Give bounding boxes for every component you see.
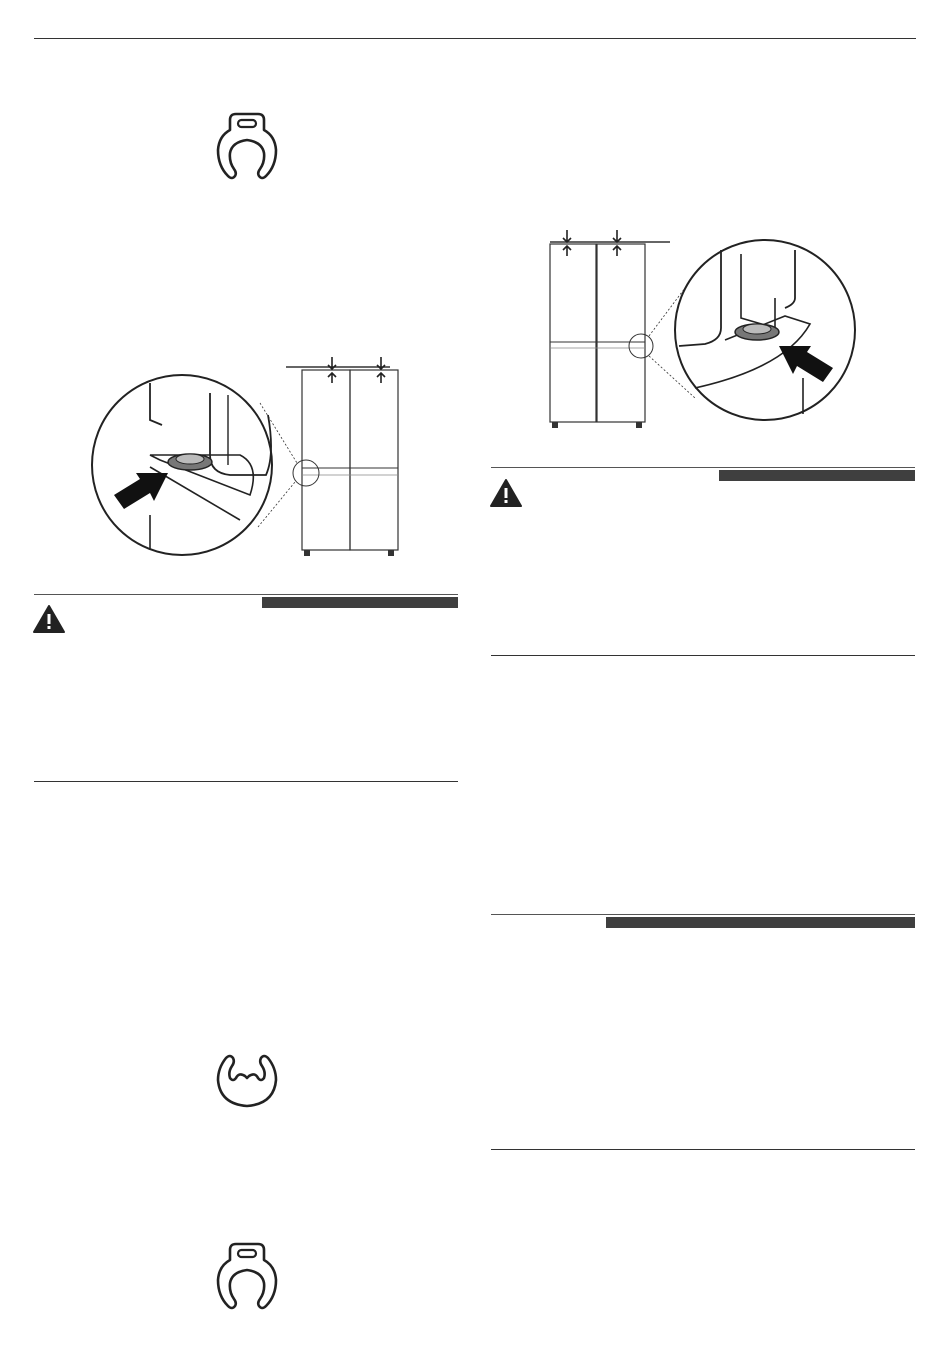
warning-triangle-icon	[489, 478, 523, 508]
warning-bar-left	[262, 597, 458, 608]
warning-rule-left	[34, 594, 458, 595]
fridge-foot-illustration-right	[545, 228, 860, 438]
section-rule-left-1	[34, 781, 458, 782]
fridge-foot-illustration-left	[90, 355, 410, 570]
ring-clip-icon	[212, 110, 282, 184]
warning-bar-right	[719, 470, 915, 481]
note-bar-right	[606, 917, 915, 928]
ring-clip-icon	[212, 1240, 282, 1314]
note-rule-right	[491, 914, 915, 915]
warning-triangle-icon	[32, 604, 66, 634]
section-rule-right-1	[491, 655, 915, 656]
e-clip-icon	[212, 1048, 282, 1110]
warning-rule-right	[491, 467, 915, 468]
section-rule-right-2	[491, 1149, 915, 1150]
header-rule	[34, 38, 916, 39]
